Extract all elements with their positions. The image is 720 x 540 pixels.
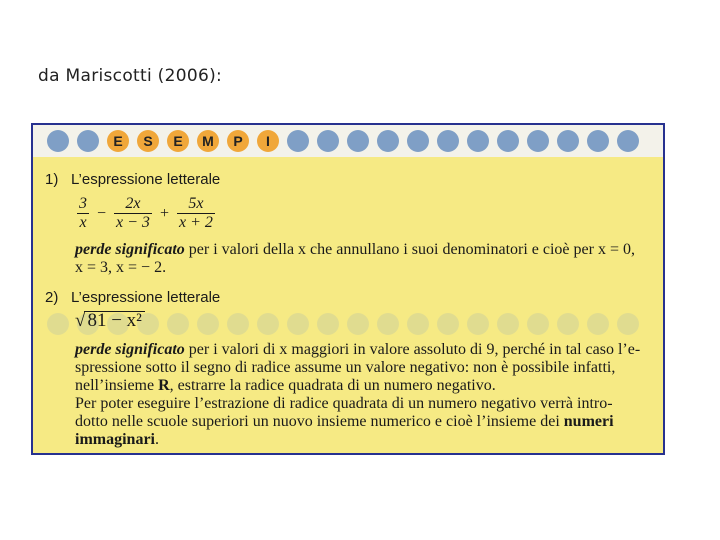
banner-dot: [377, 130, 399, 152]
banner-letter: M: [197, 130, 219, 152]
banner-dot: [317, 130, 339, 152]
banner-letter: S: [137, 130, 159, 152]
banner-dot: [437, 130, 459, 152]
example-header: L’espressione letterale: [71, 171, 221, 188]
operator: −: [97, 204, 107, 222]
banner-dot: [287, 130, 309, 152]
banner-letter: E: [167, 130, 189, 152]
example-1-header: [45, 171, 220, 189]
banner-dot: [47, 130, 69, 152]
example-number: 2): [45, 289, 59, 306]
fraction: $\frac{3}{x}$: [79, 195, 87, 231]
fraction: $\frac{5x}{x + 2}$: [178, 195, 213, 231]
banner-letter: I: [257, 130, 279, 152]
example-2-formula: [75, 311, 145, 331]
example-header: L’espressione letterale: [71, 289, 221, 306]
square-root: √ 81 − x²: [75, 311, 145, 330]
example-number: 1): [45, 171, 59, 188]
banner-dot: [347, 130, 369, 152]
textbook-scan: [31, 123, 665, 455]
slide-caption: da Mariscotti (2006):: [38, 66, 223, 86]
banner-letter: E: [107, 130, 129, 152]
banner-dot: [497, 130, 519, 152]
banner-dot: [527, 130, 549, 152]
banner-dot: [617, 130, 639, 152]
example-1-formula: [75, 195, 217, 232]
banner-dot: [557, 130, 579, 152]
example-1-text: perde significato per i valori della x che annullano i suoi denominatori e cioè per x = 0, x = 3, x = − 2.: [75, 241, 635, 276]
operator: +: [159, 204, 169, 222]
fraction: $\frac{2x}{x - 3}$: [116, 195, 150, 231]
esempi-banner: [33, 125, 663, 157]
example-2-text: perde significato per i valori di x maggiori in valore assoluto di 9, perché in tal caso l’e- spressione sotto il segno di radice assume un valore negativo: non è possibile infatti, nell’insieme R, estrarre la radice quadrata di un numero negativo. Per poter eseguire l’estrazione di radice quadrata di un numero negativo verrà intro- dotto nelle scuole superiori un nuovo insieme numerico e cioè l’insieme dei numeri immaginari.: [75, 341, 641, 448]
banner-dot: [407, 130, 429, 152]
banner-letter: P: [227, 130, 249, 152]
example-2-header: [45, 289, 220, 307]
banner-dot: [467, 130, 489, 152]
banner-dot: [77, 130, 99, 152]
banner-dot: [587, 130, 609, 152]
